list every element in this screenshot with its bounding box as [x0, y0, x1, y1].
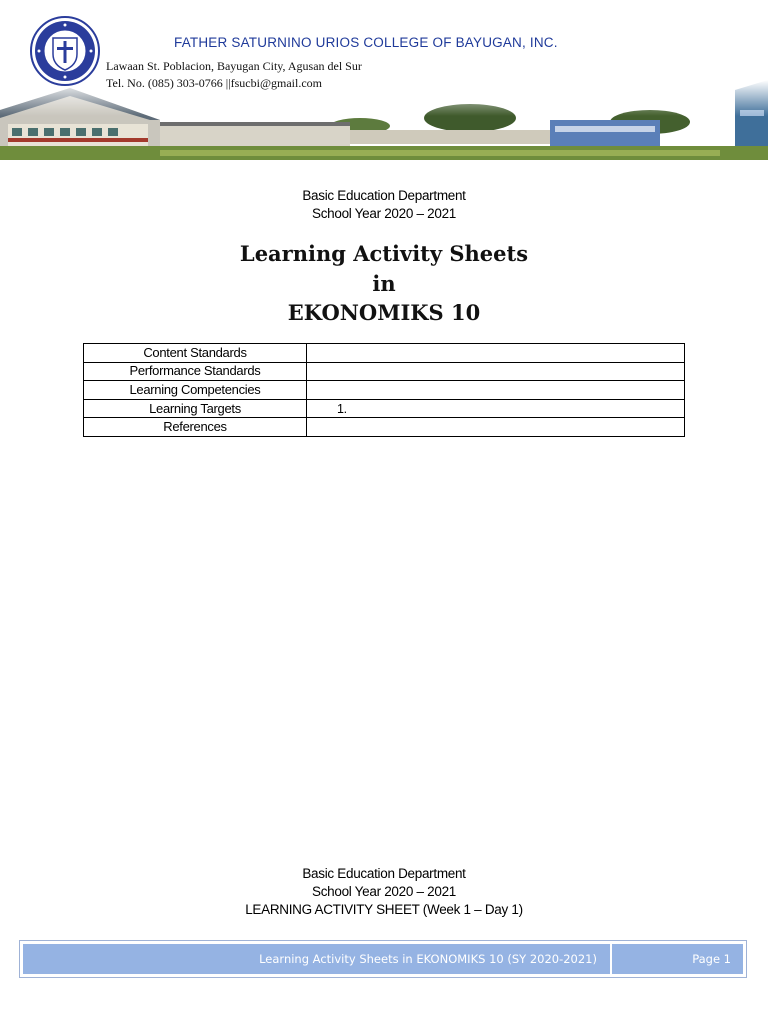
- document-title-line-2: in: [372, 271, 396, 296]
- school-year-heading: School Year 2020 – 2021: [312, 206, 456, 221]
- lower-department-heading: Basic Education Department: [302, 866, 466, 881]
- school-contact: Tel. No. (085) 303-0766 ||fsucbi@gmail.com: [106, 76, 322, 90]
- lower-school-year-heading: School Year 2020 – 2021: [312, 884, 456, 899]
- row-value: [307, 362, 685, 381]
- table-row: [84, 399, 685, 418]
- department-heading: Basic Education Department: [302, 188, 466, 203]
- table-row: [84, 344, 685, 363]
- standards-table: [83, 343, 685, 437]
- row-label: Learning Targets: [84, 399, 307, 418]
- footer-title: Learning Activity Sheets in EKONOMIKS 10 (SY 2020-2021): [259, 952, 597, 966]
- row-label: References: [84, 418, 307, 437]
- row-label: Learning Competencies: [84, 381, 307, 400]
- school-address: Lawaan St. Poblacion, Bayugan City, Agusan del Sur: [106, 59, 362, 73]
- table-row: [84, 418, 685, 437]
- row-value: [307, 344, 685, 363]
- campus-panorama-image: [0, 80, 768, 160]
- footer-title-cell: [23, 944, 612, 974]
- row-label: Performance Standards: [84, 362, 307, 381]
- footer-page-cell: [612, 944, 743, 974]
- page-footer: [19, 940, 747, 978]
- page-number: Page 1: [692, 952, 731, 966]
- document-title-line-1: Learning Activity Sheets: [239, 241, 529, 266]
- row-value: [307, 381, 685, 400]
- table-row: [84, 362, 685, 381]
- school-seal-icon: [30, 16, 100, 86]
- school-name: FATHER SATURNINO URIOS COLLEGE OF BAYUGAN, INC.: [174, 35, 558, 50]
- activity-sheet-label: LEARNING ACTIVITY SHEET (Week 1 – Day 1): [245, 902, 523, 917]
- letterhead: [0, 0, 768, 160]
- row-label: Content Standards: [84, 344, 307, 363]
- table-row: [84, 381, 685, 400]
- document-title-line-3: EKONOMIKS 10: [287, 300, 481, 325]
- row-value: [307, 418, 685, 437]
- row-value: 1.: [307, 399, 685, 418]
